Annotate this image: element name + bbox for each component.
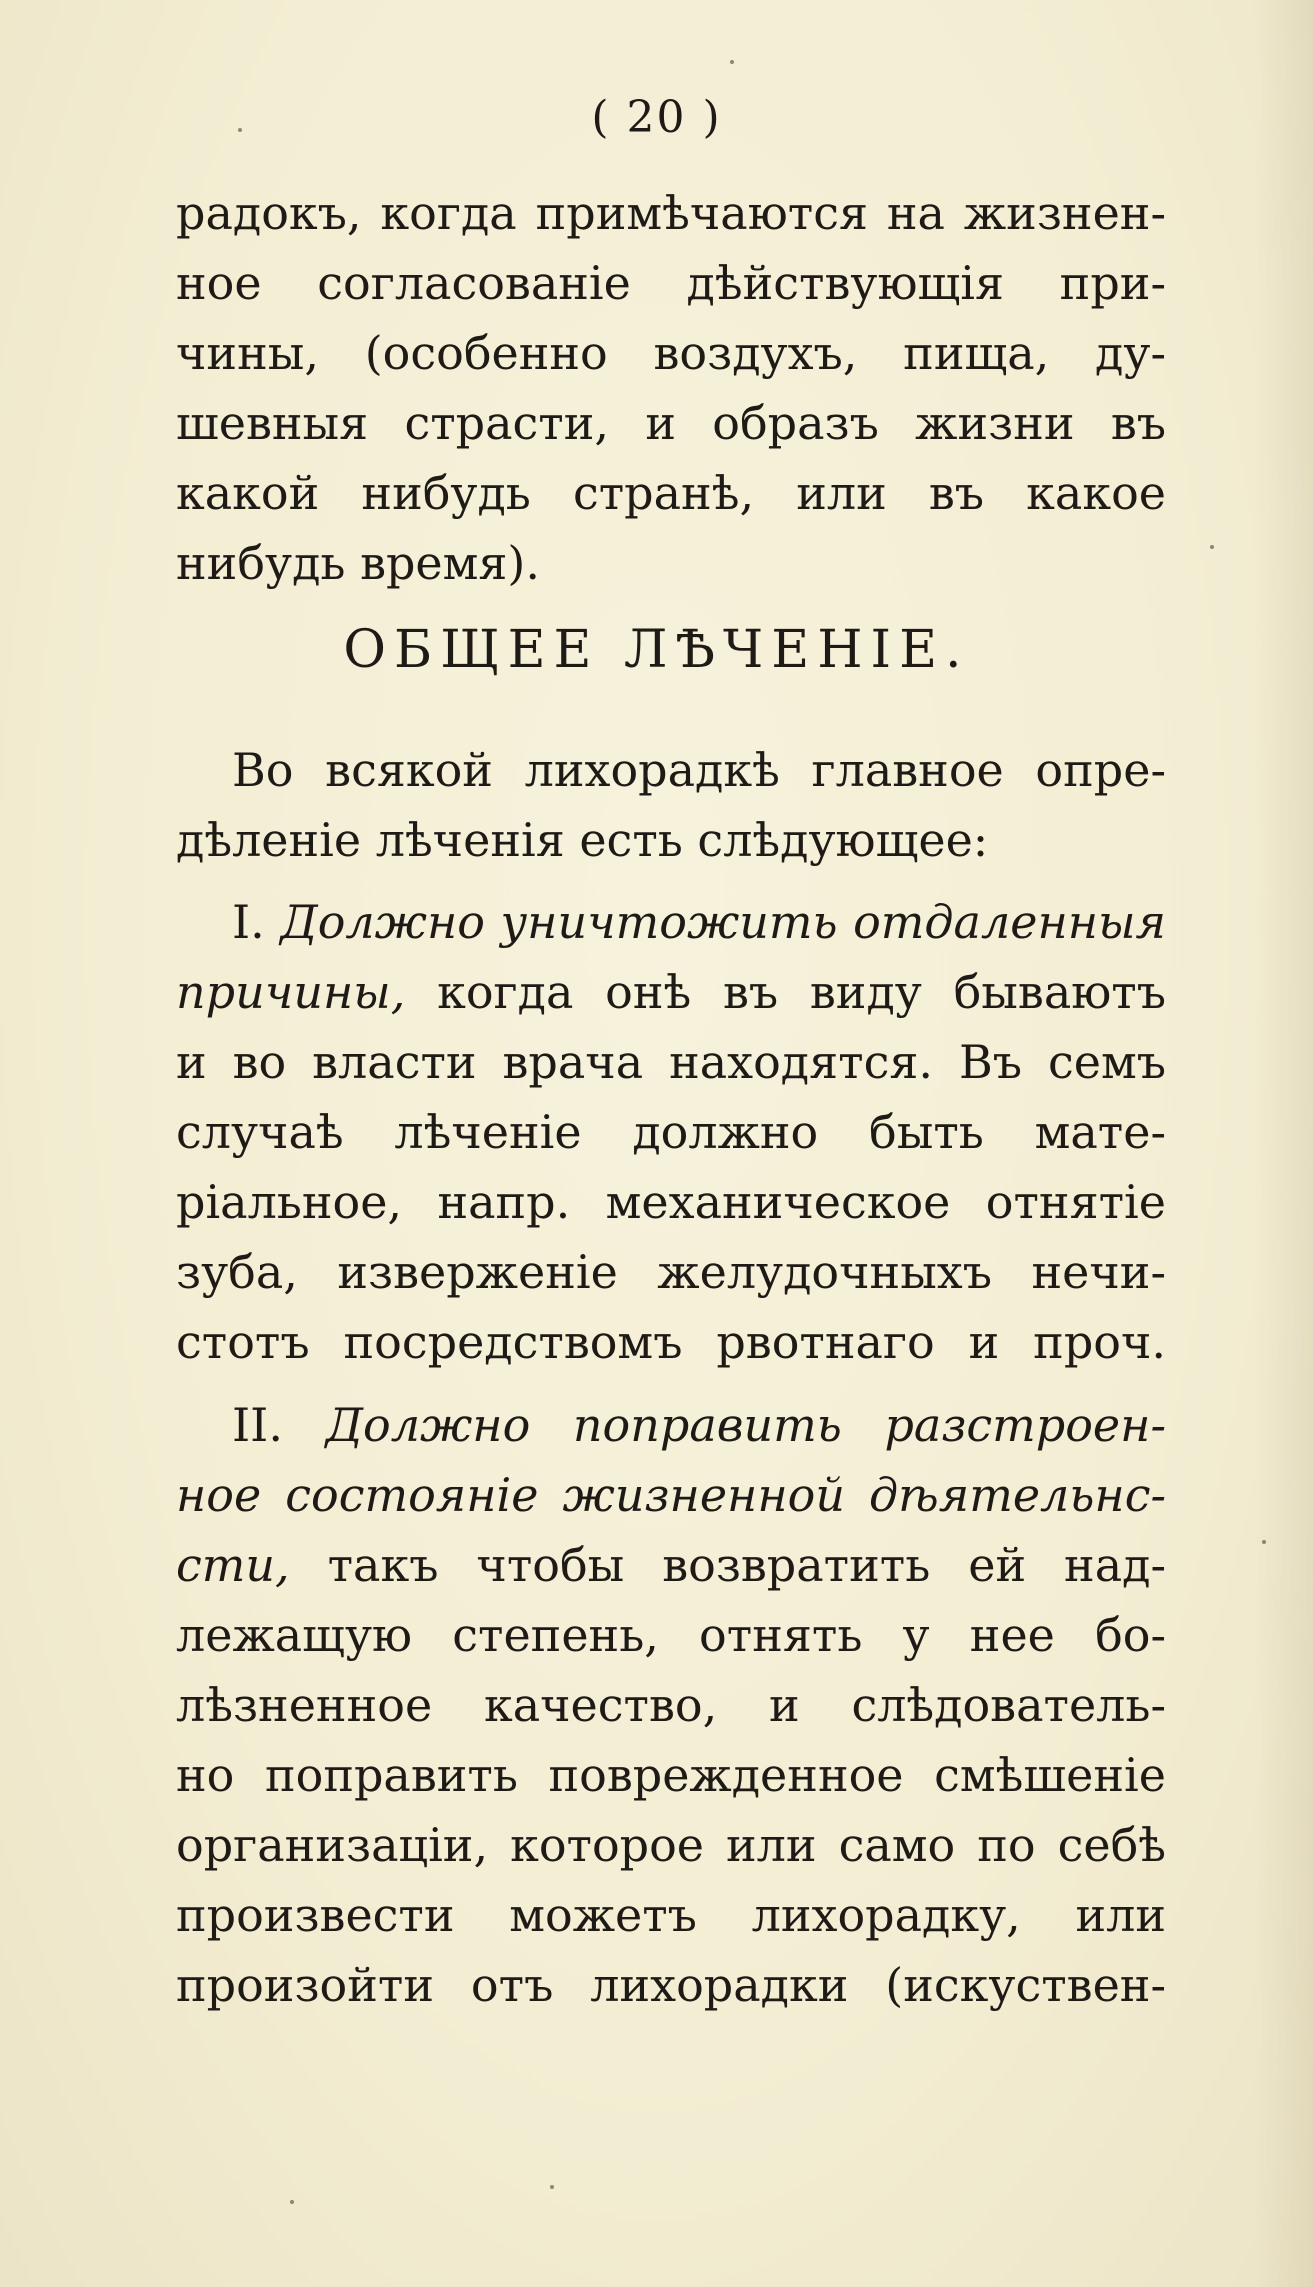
item-two-first-line [232, 1390, 1166, 1460]
paper-speck [1262, 1540, 1266, 1544]
item-number: I. [232, 895, 265, 949]
text-line: какой нибудь странѣ, или въ какое [176, 466, 1166, 520]
text-line: нибудь время). [176, 536, 541, 590]
text-line: лѣзненное качество, и слѣдователь- [176, 1678, 1166, 1732]
section-heading: ОБЩЕЕ ЛѢЧЕНІЕ. [343, 620, 970, 680]
text-line: произвести можетъ лихорадку, или [176, 1888, 1166, 1942]
page-number: ( 20 ) [591, 92, 722, 143]
paper-speck [730, 60, 734, 64]
paper-speck [1210, 545, 1214, 549]
text-line: ріальное, напр. механическое отнятіе [176, 1175, 1166, 1229]
text-line: ное согласованіе дѣйствующія при- [176, 256, 1166, 310]
paper-speck [550, 2185, 554, 2189]
text-line: случаѣ лѣченіе должно быть мате- [176, 1105, 1166, 1159]
item-one-second-line [176, 957, 1166, 1027]
item-heading-italic: ное состояніе жизненной дѣятельнс- [176, 1468, 1166, 1522]
paper-speck [238, 128, 242, 132]
text-line: но поправить поврежденное смѣшеніе [176, 1748, 1166, 1802]
text-line: дѣленіе лѣченія есть слѣдующее: [176, 813, 989, 867]
item-number: II. [232, 1398, 283, 1452]
item-one-first-line [232, 887, 1166, 957]
text-line: зуба, изверженіе желудочныхъ нечи- [176, 1245, 1166, 1299]
item-heading-italic: сти, [176, 1538, 290, 1592]
text-line: Во всякой лихорадкѣ главное опре- [232, 743, 1166, 797]
item-heading-italic: Должно поправить разстроен- [325, 1398, 1167, 1452]
text-line: шевныя страсти, и образъ жизни въ [176, 396, 1166, 450]
text-line: чины, (особенно воздухъ, пища, ду- [176, 326, 1166, 380]
item-two-third-line [176, 1530, 1166, 1600]
text-line: и во власти врача находятся. Въ семъ [176, 1035, 1166, 1089]
item-heading-italic: причины, [176, 965, 406, 1019]
text-line: произойти отъ лихорадки (искуствен- [176, 1958, 1166, 2012]
text-line: лежащую степень, отнять у нее бо- [176, 1608, 1166, 1662]
paper-speck [290, 2200, 294, 2204]
text-line: стотъ посредствомъ рвотнаго и проч. [176, 1315, 1166, 1369]
item-two-second-line [176, 1460, 1166, 1530]
item-heading-italic: Должно уничтожить отдаленныя [280, 895, 1166, 949]
text-line: организаціи, которое или само по себѣ [176, 1818, 1166, 1872]
text-fragment: такъ чтобы возвратить ей над- [327, 1538, 1167, 1592]
text-line: радокъ, когда примѣчаются на жизнен- [176, 186, 1166, 240]
text-fragment: когда онѣ въ виду бываютъ [437, 965, 1167, 1019]
page-edge-shadow [1253, 0, 1313, 2287]
